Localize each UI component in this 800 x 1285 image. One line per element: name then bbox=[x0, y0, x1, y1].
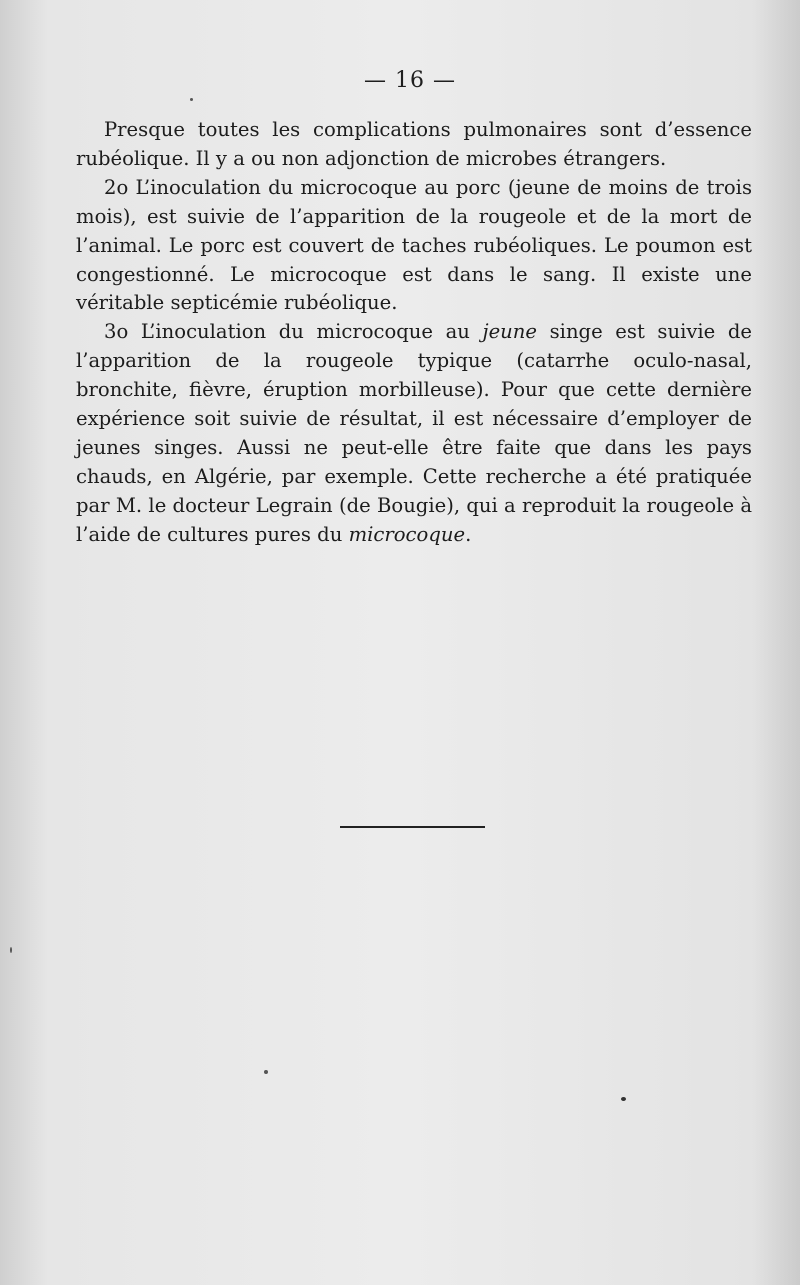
paper-speck bbox=[10, 947, 12, 953]
paragraph-2: 2o L’inoculation du microcoque au porc (jeune de moins de trois mois), est suivie de l’apparition de la rougeole et de la mort de l’animal. Le porc est couvert de taches rubéoliques. Le poumon est congestionné. Le microcoque est dans le sang. Il existe une véritable septicémie rubéolique. bbox=[76, 175, 752, 315]
paper-speck bbox=[621, 1097, 626, 1101]
paragraph-1: Presque toutes les complications pulmonaires sont d’essence rubéolique. Il y a ou non adjonction de microbes étrangers. bbox=[76, 118, 752, 170]
italic-word-microcoque: microcoque bbox=[348, 522, 466, 546]
paragraph-3-end: . bbox=[465, 522, 472, 546]
italic-word-jeune: jeune bbox=[482, 320, 538, 344]
section-divider-rule bbox=[340, 826, 485, 828]
paragraph-3 bbox=[76, 318, 752, 549]
paragraph-3-body: singe est suivie de l’apparition de la rougeole typique (catarrhe oculo-nasal, bronchite, fièvre, éruption morbilleuse). Pour que cette dernière expérience soit suivie de résultat, il est nécessaire d’employer de jeunes singes. Aussi ne peut-elle être faite que dans les pays chauds, en Algérie, par exemple. Cette recherche a été pratiquée par M. le docteur Legrain (de Bougie), qui a reproduit la rougeole à l’aide de cultures pures du bbox=[76, 320, 753, 546]
body-text bbox=[76, 116, 752, 550]
page-number: — 16 — bbox=[364, 68, 456, 93]
paper-speck bbox=[264, 1070, 268, 1074]
paragraph-3-start: 3o L’inoculation du microcoque au bbox=[104, 320, 483, 344]
paper-speck bbox=[190, 98, 193, 101]
